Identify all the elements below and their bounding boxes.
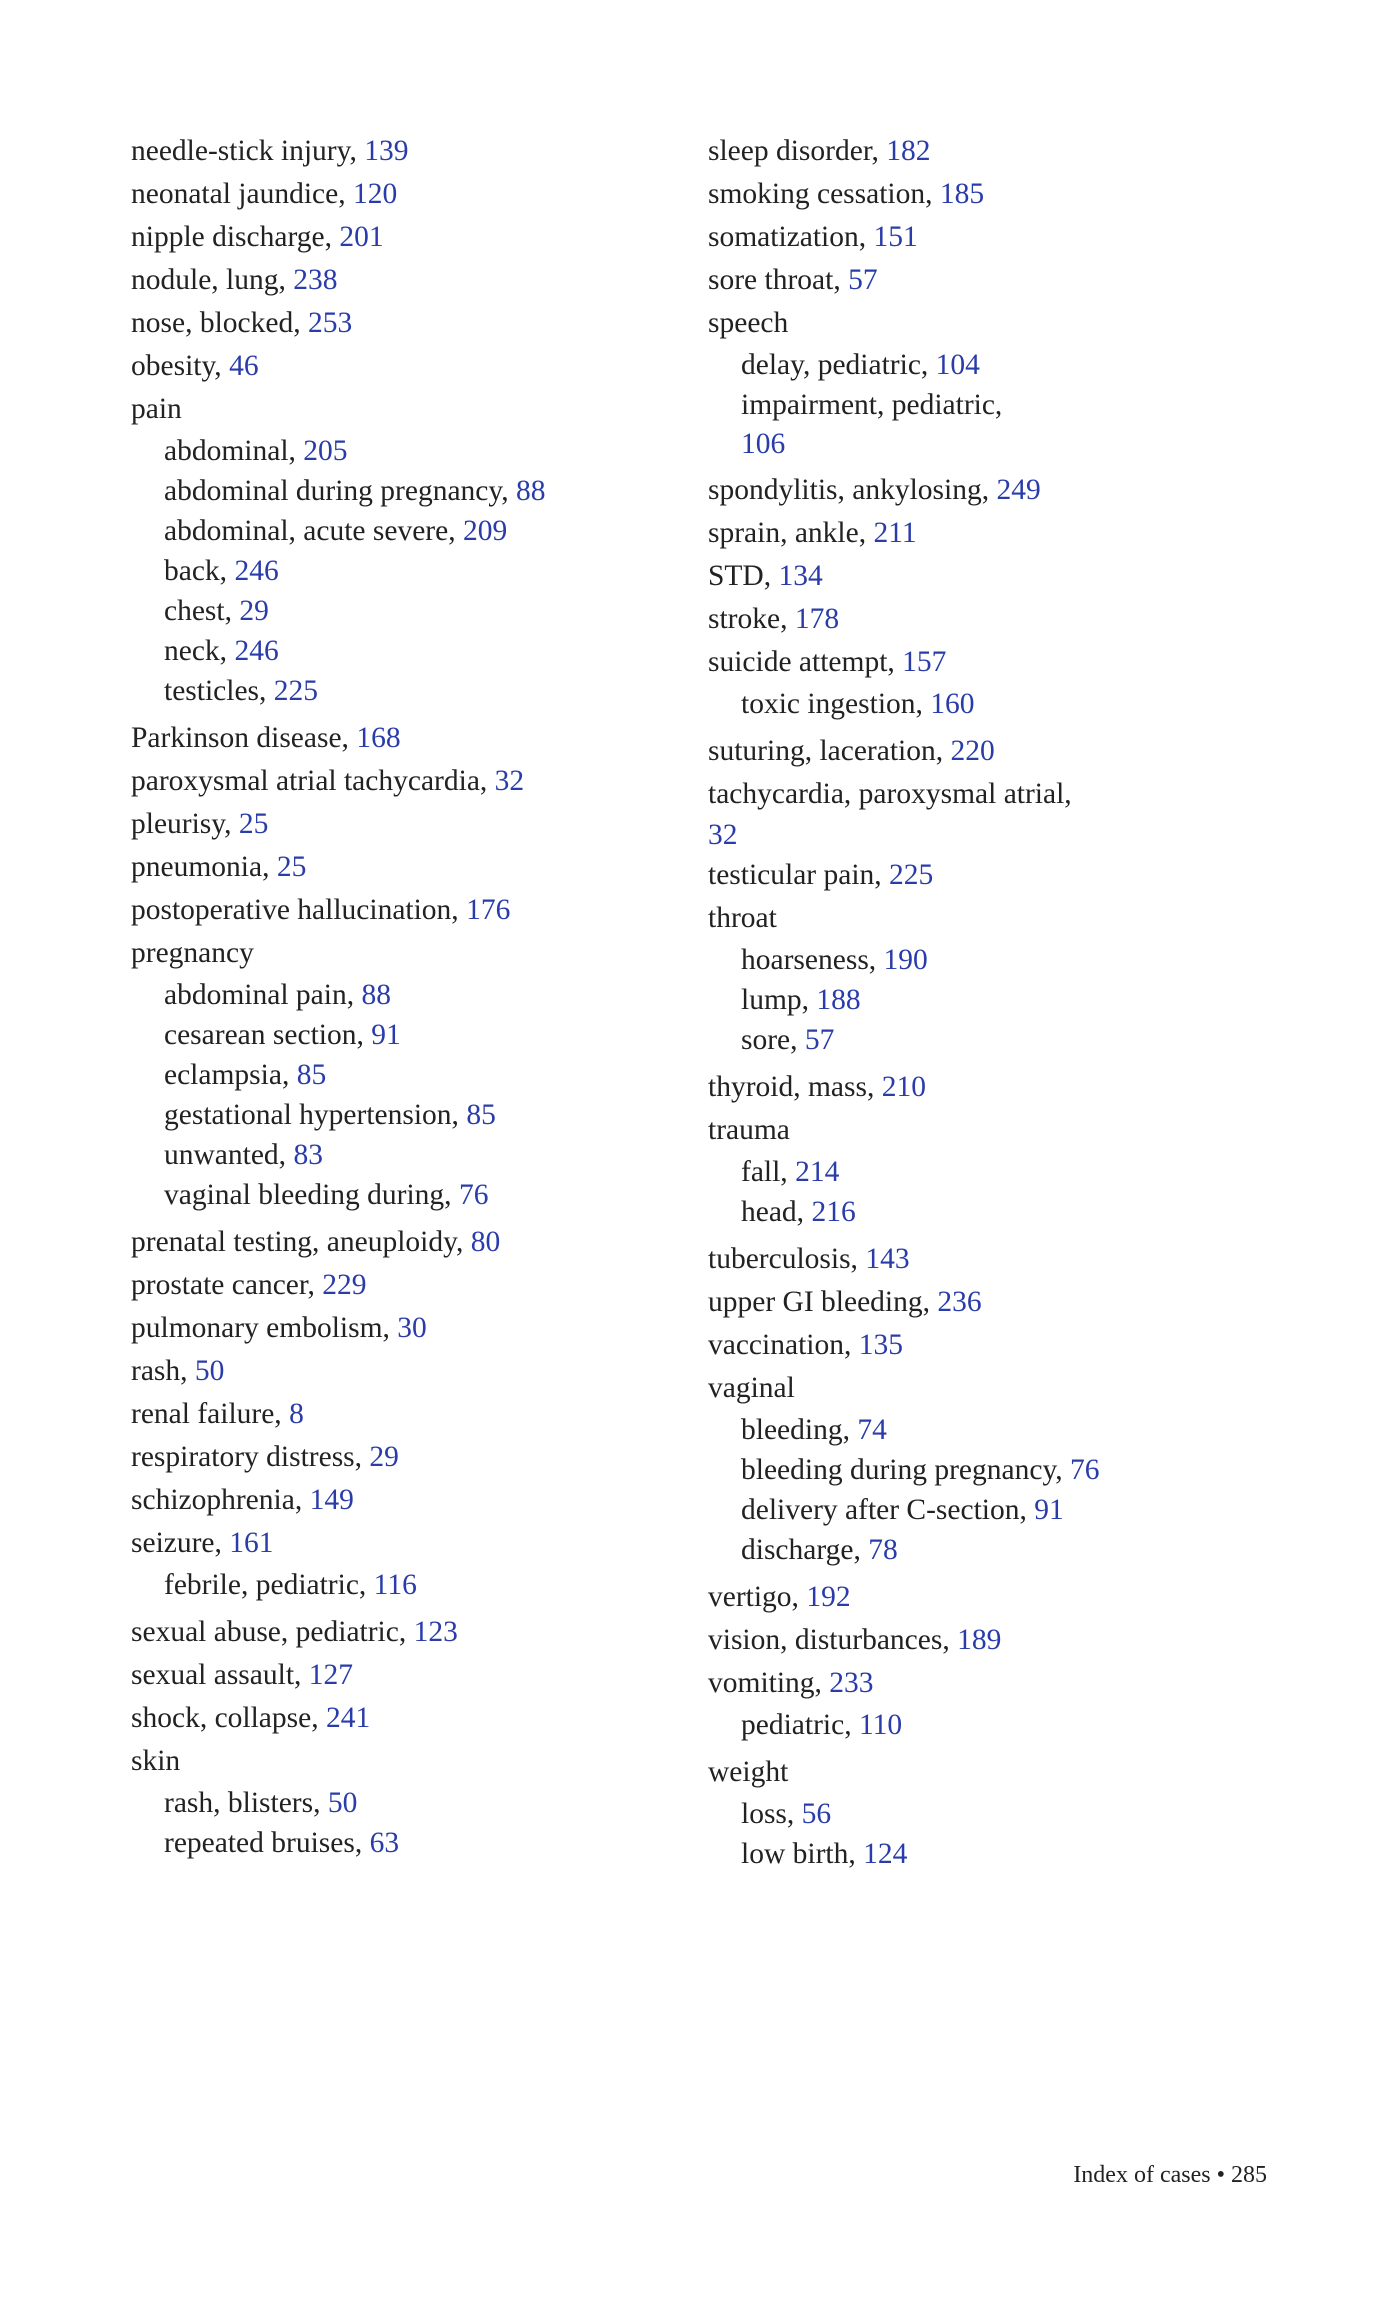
index-entry <box>131 345 691 388</box>
index-entry <box>708 216 1268 259</box>
index-subterm: eclampsia, <box>164 1059 297 1091</box>
index-term: vertigo, <box>708 1581 807 1613</box>
index-entry <box>708 730 1268 773</box>
page-reference-link[interactable]: 85 <box>466 1099 496 1131</box>
index-term: pulmonary embolism, <box>131 1312 398 1344</box>
index-subentry <box>708 1192 1268 1232</box>
index-entry-heading <box>708 1367 1268 1410</box>
index-subentry <box>708 1490 1268 1530</box>
index-subterm: delay, pediatric, <box>741 349 936 381</box>
page-reference-link[interactable]: 168 <box>356 722 401 754</box>
page-reference-link[interactable]: 209 <box>462 515 508 547</box>
page-reference-link[interactable]: 216 <box>811 1196 856 1228</box>
index-subterm: neck, <box>164 635 235 667</box>
index-term: pain <box>131 393 182 425</box>
index-term: sore throat, <box>708 264 849 296</box>
index-term: sexual assault, <box>131 1659 309 1691</box>
page-reference-link[interactable]: 188 <box>816 984 861 1016</box>
page-reference-link[interactable]: 8 <box>289 1398 304 1430</box>
index-entry <box>131 259 691 302</box>
index-entry-heading <box>708 173 1268 216</box>
page-reference-link[interactable]: 135 <box>858 1329 903 1361</box>
page-reference-link[interactable]: 233 <box>829 1667 874 1699</box>
page-reference-link[interactable]: 50 <box>327 1787 358 1819</box>
index-entry-heading <box>131 1221 691 1264</box>
index-term: prostate cancer, <box>131 1269 323 1301</box>
index-subentry <box>131 1055 691 1095</box>
index-subentry <box>131 471 691 511</box>
index-entry <box>131 1697 691 1740</box>
index-entry-heading <box>131 1740 691 1783</box>
index-subentry <box>708 385 1268 463</box>
index-entry-heading <box>131 302 691 345</box>
index-entry-heading <box>708 773 1268 854</box>
index-subentry <box>708 1834 1268 1874</box>
index-entry-heading <box>131 1654 691 1697</box>
index-term: thyroid, mass, <box>708 1071 882 1103</box>
page-reference-link[interactable]: 185 <box>939 178 985 210</box>
index-entry <box>708 469 1268 512</box>
index-entry-heading <box>131 1479 691 1522</box>
index-entry <box>131 1654 691 1697</box>
index-entry <box>708 641 1268 724</box>
index-entry <box>131 760 691 803</box>
index-entry-heading <box>708 1281 1268 1324</box>
page-reference-link[interactable]: 249 <box>996 474 1041 506</box>
index-entry-heading <box>708 555 1268 598</box>
index-subentry <box>708 940 1268 980</box>
index-subterm: gestational hypertension, <box>164 1099 467 1131</box>
page-reference-link[interactable]: 139 <box>364 135 409 167</box>
index-entry-heading <box>708 1751 1268 1794</box>
index-entry <box>708 854 1268 897</box>
index-column-right <box>708 130 1268 1880</box>
index-subterm: chest, <box>164 595 240 627</box>
index-entry-heading <box>708 1238 1268 1281</box>
index-entry <box>708 1662 1268 1745</box>
index-entry-heading <box>131 216 691 259</box>
index-term: Parkinson disease, <box>131 722 357 754</box>
index-entry-heading <box>131 388 691 431</box>
page-reference-link[interactable]: 205 <box>303 435 348 467</box>
page-reference-link[interactable]: 88 <box>515 475 546 507</box>
page-reference-link[interactable]: 211 <box>873 517 917 549</box>
index-entry-heading <box>708 216 1268 259</box>
index-entry <box>708 1238 1268 1281</box>
index-term: speech <box>708 307 789 339</box>
index-term: upper GI bleeding, <box>708 1286 938 1318</box>
index-term: schizophrenia, <box>131 1484 310 1516</box>
index-term: nipple discharge, <box>131 221 340 253</box>
index-entry-heading <box>131 1264 691 1307</box>
index-term: skin <box>131 1745 181 1777</box>
page-reference-link[interactable]: 134 <box>778 560 823 592</box>
index-entry <box>708 512 1268 555</box>
index-entry-heading <box>131 259 691 302</box>
index-subentry <box>131 511 691 551</box>
index-term: sexual abuse, pediatric, <box>131 1616 414 1648</box>
index-subterm: toxic ingestion, <box>741 688 931 720</box>
index-entry-heading <box>708 598 1268 641</box>
page-reference-link[interactable]: 238 <box>293 264 338 296</box>
index-term: suturing, laceration, <box>708 735 951 767</box>
index-subterm: head, <box>741 1196 812 1228</box>
index-entry-heading <box>131 173 691 216</box>
index-entry <box>708 1751 1268 1874</box>
index-entry <box>708 173 1268 216</box>
index-term: paroxysmal atrial tachycardia, <box>131 765 495 797</box>
index-term: somatization, <box>708 221 874 253</box>
index-term: renal failure, <box>131 1398 290 1430</box>
index-subentry <box>131 431 691 471</box>
page-reference-link[interactable]: 106 <box>741 428 786 460</box>
index-entry <box>708 259 1268 302</box>
page-reference-link[interactable]: 85 <box>296 1059 327 1091</box>
index-subentry <box>131 1015 691 1055</box>
index-entry <box>131 1393 691 1436</box>
index-subterm: hoarseness, <box>741 944 884 976</box>
index-entry-heading <box>708 730 1268 773</box>
index-entry-heading <box>131 1350 691 1393</box>
index-subentry <box>708 1705 1268 1745</box>
index-term: vaccination, <box>708 1329 859 1361</box>
index-entry-heading <box>708 1662 1268 1705</box>
index-subentry <box>131 631 691 671</box>
index-subterm: delivery after C-section, <box>741 1494 1035 1526</box>
index-entry <box>131 173 691 216</box>
index-entry-heading <box>131 130 691 173</box>
index-term: weight <box>708 1756 789 1788</box>
index-term: STD, <box>708 560 779 592</box>
index-subentry <box>708 1020 1268 1060</box>
index-entry-heading <box>708 897 1268 940</box>
index-subentry <box>708 980 1268 1020</box>
page-reference-link[interactable]: 57 <box>804 1024 835 1056</box>
index-subterm: impairment, pediatric, <box>741 389 1003 421</box>
index-term: vaginal <box>708 1372 795 1404</box>
index-subterm: abdominal, acute severe, <box>164 515 463 547</box>
page-reference-link[interactable]: 29 <box>239 595 269 627</box>
index-entry <box>131 717 691 760</box>
page-reference-link[interactable]: 246 <box>234 555 279 587</box>
page-reference-link[interactable]: 120 <box>352 178 398 210</box>
index-subterm: low birth, <box>741 1838 864 1870</box>
index-entry-heading <box>131 1393 691 1436</box>
index-entry <box>131 302 691 345</box>
page-footer <box>1073 2162 1267 2189</box>
index-term: smoking cessation, <box>708 178 940 210</box>
page-reference-link[interactable]: 78 <box>868 1534 898 1566</box>
index-subentry <box>131 1565 691 1605</box>
index-subterm: bleeding, <box>741 1414 858 1446</box>
index-term: stroke, <box>708 603 795 635</box>
index-subterm: unwanted, <box>164 1139 294 1171</box>
index-subterm: lump, <box>741 984 817 1016</box>
index-entry-heading <box>131 760 691 803</box>
page-reference-link[interactable]: 143 <box>865 1243 910 1275</box>
index-subentry <box>708 684 1268 724</box>
index-term: prenatal testing, aneuploidy, <box>131 1226 471 1258</box>
index-entry <box>708 897 1268 1060</box>
index-subterm: fall, <box>741 1156 796 1188</box>
index-entry-heading <box>708 469 1268 512</box>
page-reference-link[interactable]: 46 <box>229 350 259 382</box>
index-entry-heading <box>708 259 1268 302</box>
index-subterm: pediatric, <box>741 1709 859 1741</box>
page-reference-link[interactable]: 149 <box>309 1484 354 1516</box>
page-reference-link[interactable]: 32 <box>708 819 738 851</box>
index-entry <box>131 1221 691 1264</box>
index-column-left <box>131 130 691 1869</box>
index-subentry <box>708 1152 1268 1192</box>
index-term: vision, disturbances, <box>708 1624 958 1656</box>
index-term: throat <box>708 902 777 934</box>
index-term: pneumonia, <box>131 851 277 883</box>
index-entry <box>131 1264 691 1307</box>
page-reference-link[interactable]: 246 <box>234 635 279 667</box>
index-entry-heading <box>708 1109 1268 1152</box>
index-entry <box>131 803 691 846</box>
page-reference-link[interactable]: 127 <box>308 1659 354 1691</box>
index-term: respiratory distress, <box>131 1441 370 1473</box>
index-entry <box>131 130 691 173</box>
index-entry-heading <box>131 1611 691 1654</box>
index-entry <box>708 1367 1268 1570</box>
page-reference-link[interactable]: 189 <box>957 1624 1002 1656</box>
footer-page-number: 285 <box>1231 2162 1267 2188</box>
page-reference-link[interactable]: 124 <box>863 1838 908 1870</box>
page-reference-link[interactable]: 182 <box>886 135 931 167</box>
index-entry-heading <box>131 846 691 889</box>
index-term: sprain, ankle, <box>708 517 874 549</box>
index-subterm: vaginal bleeding during, <box>164 1179 459 1211</box>
index-entry <box>708 1619 1268 1662</box>
index-subentry <box>131 1135 691 1175</box>
page-reference-link[interactable]: 30 <box>397 1312 427 1344</box>
index-subterm: sore, <box>741 1024 805 1056</box>
page-reference-link[interactable]: 151 <box>873 221 918 253</box>
index-entry <box>708 1281 1268 1324</box>
page-reference-link[interactable]: 76 <box>458 1179 489 1211</box>
index-term: sleep disorder, <box>708 135 887 167</box>
page-reference-link[interactable]: 25 <box>238 808 269 840</box>
page-reference-link[interactable]: 161 <box>229 1527 274 1559</box>
index-entry <box>708 773 1268 854</box>
page-reference-link[interactable]: 225 <box>273 675 319 707</box>
index-entry-heading <box>708 1066 1268 1109</box>
index-subterm: febrile, pediatric, <box>164 1569 374 1601</box>
index-term: nodule, lung, <box>131 264 294 296</box>
index-subterm: cesarean section, <box>164 1019 372 1051</box>
index-term: trauma <box>708 1114 790 1146</box>
index-term: testicular pain, <box>708 859 890 891</box>
page-reference-link[interactable]: 104 <box>935 349 980 381</box>
page-reference-link[interactable]: 192 <box>806 1581 851 1613</box>
index-entry-heading <box>708 1576 1268 1619</box>
footer-section-title: Index of cases <box>1073 2162 1211 2188</box>
index-subentry <box>708 345 1268 385</box>
index-term: suicide attempt, <box>708 646 903 678</box>
index-term: postoperative hallucination, <box>131 894 467 926</box>
page-reference-link[interactable]: 56 <box>801 1798 832 1830</box>
index-entry <box>131 1611 691 1654</box>
index-entry-heading <box>708 641 1268 684</box>
index-term: needle-stick injury, <box>131 135 365 167</box>
index-entry <box>708 130 1268 173</box>
index-entry <box>131 932 691 1215</box>
index-term: rash, <box>131 1355 195 1387</box>
index-entry <box>708 598 1268 641</box>
index-subentry <box>708 1450 1268 1490</box>
index-entry-heading <box>131 1697 691 1740</box>
index-subterm: back, <box>164 555 235 587</box>
page-reference-link[interactable]: 241 <box>325 1702 371 1734</box>
index-subterm: abdominal, <box>164 435 304 467</box>
page-reference-link[interactable]: 25 <box>276 851 307 883</box>
index-entry-heading <box>131 1307 691 1350</box>
index-subterm: testicles, <box>164 675 274 707</box>
index-entry-heading <box>131 1436 691 1479</box>
index-entry <box>131 1436 691 1479</box>
page-reference-link[interactable]: 76 <box>1070 1454 1100 1486</box>
index-term: tachycardia, paroxysmal atrial, <box>708 778 1072 810</box>
index-entry <box>131 1307 691 1350</box>
page-reference-link[interactable]: 74 <box>857 1414 887 1446</box>
index-subterm: abdominal pain, <box>164 979 362 1011</box>
index-subentry <box>131 975 691 1015</box>
index-subentry <box>708 1410 1268 1450</box>
index-entry <box>131 1350 691 1393</box>
index-entry <box>708 302 1268 463</box>
page-reference-link[interactable]: 63 <box>369 1827 400 1859</box>
index-subentry <box>131 1823 691 1863</box>
index-subentry <box>131 551 691 591</box>
index-term: pregnancy <box>131 937 254 969</box>
index-entry <box>131 889 691 932</box>
index-entry-heading <box>131 889 691 932</box>
index-entry <box>131 216 691 259</box>
index-subentry <box>131 1095 691 1135</box>
index-entry-heading <box>131 1522 691 1565</box>
page-reference-link[interactable]: 214 <box>795 1156 840 1188</box>
index-term: pleurisy, <box>131 808 239 840</box>
index-entry <box>131 1740 691 1863</box>
index-entry-heading <box>131 717 691 760</box>
page-reference-link[interactable]: 176 <box>466 894 511 926</box>
index-subentry <box>708 1530 1268 1570</box>
index-entry-heading <box>708 1324 1268 1367</box>
footer-separator: • <box>1210 2162 1231 2188</box>
index-entry-heading <box>131 803 691 846</box>
index-subterm: rash, blisters, <box>164 1787 328 1819</box>
page-reference-link[interactable]: 91 <box>371 1019 401 1051</box>
index-entry <box>708 1576 1268 1619</box>
index-entry <box>708 1066 1268 1109</box>
index-term: obesity, <box>131 350 230 382</box>
index-term: tuberculosis, <box>708 1243 866 1275</box>
index-entry-heading <box>708 1619 1268 1662</box>
page-reference-link[interactable]: 110 <box>858 1709 903 1741</box>
page-reference-link[interactable]: 210 <box>881 1071 926 1103</box>
page-reference-link[interactable]: 178 <box>794 603 840 635</box>
page-reference-link[interactable]: 83 <box>293 1139 323 1171</box>
index-entry <box>131 846 691 889</box>
index-term: vomiting, <box>708 1667 830 1699</box>
page-reference-link[interactable]: 29 <box>369 1441 399 1473</box>
index-entry <box>708 1109 1268 1232</box>
page-reference-link[interactable]: 116 <box>373 1569 417 1601</box>
index-entry-heading <box>708 512 1268 555</box>
page-reference-link[interactable]: 201 <box>339 221 384 253</box>
index-entry-heading <box>131 345 691 388</box>
page-reference-link[interactable]: 57 <box>848 264 878 296</box>
page-reference-link[interactable]: 88 <box>361 979 391 1011</box>
index-subterm: loss, <box>741 1798 802 1830</box>
index-subterm: abdominal during pregnancy, <box>164 475 516 507</box>
index-entry-heading <box>708 130 1268 173</box>
page-reference-link[interactable]: 229 <box>322 1269 367 1301</box>
page-reference-link[interactable]: 160 <box>930 688 975 720</box>
index-subentry <box>131 591 691 631</box>
index-subentry <box>131 1783 691 1823</box>
page-reference-link[interactable]: 236 <box>937 1286 982 1318</box>
index-entry <box>708 1324 1268 1367</box>
page-reference-link[interactable]: 157 <box>902 646 947 678</box>
index-subterm: repeated bruises, <box>164 1827 370 1859</box>
page-reference-link[interactable]: 80 <box>470 1226 501 1258</box>
index-subterm: discharge, <box>741 1534 869 1566</box>
index-term: nose, blocked, <box>131 307 308 339</box>
index-entry-heading <box>708 302 1268 345</box>
index-subentry <box>131 1175 691 1215</box>
page-reference-link[interactable]: 225 <box>889 859 934 891</box>
index-entry <box>131 388 691 711</box>
page-reference-link[interactable]: 32 <box>494 765 525 797</box>
index-entry-heading <box>131 932 691 975</box>
index-subentry <box>708 1794 1268 1834</box>
index-term: neonatal jaundice, <box>131 178 353 210</box>
page-reference-link[interactable]: 190 <box>883 944 928 976</box>
page-reference-link[interactable]: 253 <box>307 307 353 339</box>
index-subentry <box>131 671 691 711</box>
page-reference-link[interactable]: 123 <box>413 1616 458 1648</box>
page-reference-link[interactable]: 50 <box>194 1355 225 1387</box>
index-term: seizure, <box>131 1527 230 1559</box>
index-entry <box>708 555 1268 598</box>
index-entry-heading <box>708 854 1268 897</box>
index-entry <box>131 1522 691 1605</box>
index-subterm: bleeding during pregnancy, <box>741 1454 1071 1486</box>
index-term: spondylitis, ankylosing, <box>708 474 997 506</box>
index-entry <box>131 1479 691 1522</box>
page-reference-link[interactable]: 220 <box>950 735 995 767</box>
page-reference-link[interactable]: 91 <box>1034 1494 1064 1526</box>
index-term: shock, collapse, <box>131 1702 326 1734</box>
